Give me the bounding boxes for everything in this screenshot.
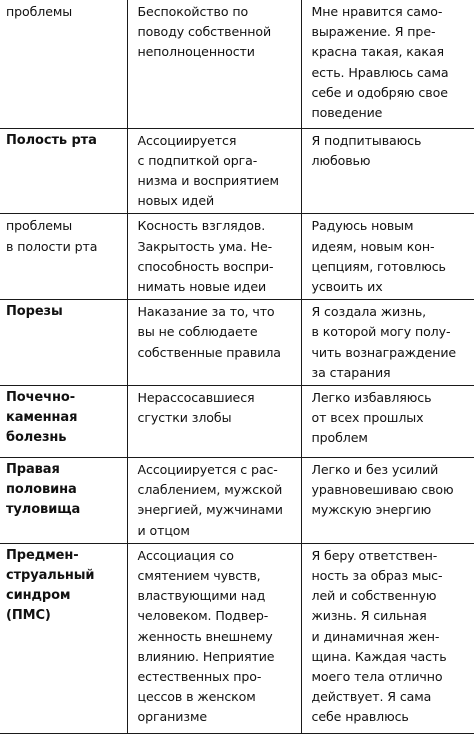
affirmation-line: выражение. Я пре-	[311, 24, 436, 40]
affirmation-line: усвоить их	[311, 278, 383, 294]
term-line: половина	[6, 482, 77, 498]
cause-line: Нерассосавшиеся	[137, 389, 255, 405]
affirmation-line: мужскую энергию	[311, 502, 432, 518]
term-cell	[0, 214, 127, 300]
cause-line: властвующими над	[137, 588, 266, 604]
table-row	[0, 385, 474, 457]
affirmation-cell	[301, 300, 474, 386]
affirmation-line: в которой могу полу-	[311, 324, 451, 340]
affirmation-line: ность за образ мыс-	[311, 567, 443, 583]
table-row	[0, 214, 474, 300]
term-line: в полости рта	[6, 238, 98, 254]
cause-line: поводу собственной	[137, 24, 272, 40]
affirmation-line: красна такая, какая	[311, 44, 444, 60]
term-line: Порезы	[6, 304, 63, 320]
affirmation-cell	[301, 214, 474, 300]
term-line: проблемы	[6, 4, 73, 19]
term-cell	[0, 385, 127, 457]
cause-line: женность внешнему	[137, 628, 273, 644]
cause-line: новых идей	[137, 193, 215, 209]
affirmation-line: Мне нравится само-	[311, 4, 443, 19]
cause-line: нимать новые идеи	[137, 278, 267, 294]
affirmation-line: поведение	[311, 105, 383, 121]
affirmation-line: Я создала жизнь,	[311, 304, 427, 320]
affirmation-line: лей и собственную	[311, 588, 437, 604]
term-cell	[0, 128, 127, 214]
affirmation-line: Радуюсь новым	[311, 218, 414, 234]
affirmation-line: Я беру ответствен-	[311, 547, 438, 563]
cause-line: Ассоциируется	[137, 132, 237, 148]
affirmation-cell	[301, 543, 474, 733]
cause-line: Ассоциируется с рас-	[137, 461, 278, 477]
cause-line: сгустки злобы	[137, 410, 232, 426]
cause-cell	[127, 214, 301, 300]
affirmation-cell	[301, 457, 474, 543]
affirmation-line: моего тела отлично	[311, 668, 443, 684]
term-line: Почечно-	[6, 389, 75, 405]
term-line: Полость рта	[6, 132, 97, 148]
term-line: туловища	[6, 502, 81, 518]
cause-cell	[127, 300, 301, 386]
cause-line: Наказание за то, что	[137, 304, 275, 320]
term-cell	[0, 0, 127, 128]
term-line: Правая	[6, 461, 60, 477]
term-line: струальный	[6, 567, 95, 583]
cause-line: Закрытость ума. Не-	[137, 238, 273, 254]
cause-line: влиянию. Неприятие	[137, 648, 275, 664]
affirmation-line: любовью	[311, 152, 371, 168]
cause-line: смятением чувств,	[137, 567, 261, 583]
affirmation-line: щина. Каждая часть	[311, 648, 447, 664]
affirmation-cell	[301, 385, 474, 457]
affirmation-line: Я подпитываюсь	[311, 132, 422, 148]
table-row	[0, 0, 474, 128]
cause-line: вы не соблюдаете	[137, 324, 258, 340]
table-row	[0, 543, 474, 733]
cause-cell	[127, 457, 301, 543]
cause-line: энергией, мужчинами	[137, 502, 283, 518]
affirmation-line: себе и одобряю свое	[311, 84, 448, 100]
cause-line: способность воспри-	[137, 258, 274, 274]
table-row	[0, 300, 474, 386]
cause-cell	[127, 543, 301, 733]
affirmation-line: Легко избавляюсь	[311, 389, 432, 405]
affirmation-line: от всех прошлых	[311, 410, 424, 426]
cause-cell	[127, 385, 301, 457]
term-cell	[0, 457, 127, 543]
cause-line: естественных про-	[137, 668, 262, 684]
term-cell	[0, 543, 127, 733]
affirmation-line: себе нравлюсь	[311, 709, 409, 725]
affirmation-line: действует. Я сама	[311, 689, 432, 705]
cause-line: Ассоциация со	[137, 547, 234, 563]
cause-line: Беспокойство по	[137, 4, 249, 19]
table-row	[0, 128, 474, 214]
cause-line: организме	[137, 709, 207, 725]
cause-line: человеком. Подвер-	[137, 608, 269, 624]
affirmation-line: есть. Нравлюсь сама	[311, 64, 449, 80]
cause-line: и отцом	[137, 522, 190, 538]
table-row	[0, 457, 474, 543]
cause-line: неполноценности	[137, 44, 255, 60]
term-line: Предмен-	[6, 547, 79, 563]
affirmation-line: цепциям, готовлюсь	[311, 258, 446, 274]
cause-line: цессов в женском	[137, 689, 256, 705]
term-line: каменная	[6, 410, 78, 426]
cause-cell	[127, 0, 301, 128]
cause-line: слаблением, мужской	[137, 482, 283, 498]
cause-line: низма и восприятием	[137, 172, 279, 188]
affirmation-line: уравновешиваю свою	[311, 482, 454, 498]
affirmation-cell	[301, 0, 474, 128]
affirmation-line: чить вознаграждение	[311, 344, 457, 360]
term-line: проблемы	[6, 218, 73, 234]
affirmation-line: за старания	[311, 364, 391, 380]
affirmation-line: проблем	[311, 430, 368, 446]
cause-line: собственные правила	[137, 344, 281, 360]
term-line: болезнь	[6, 430, 67, 446]
affirmation-line: Легко и без усилий	[311, 461, 439, 477]
cause-cell	[127, 128, 301, 214]
affirmation-line: жизнь. Я сильная	[311, 608, 427, 624]
affirmation-line: и динамичная жен-	[311, 628, 440, 644]
term-line: синдром	[6, 588, 71, 604]
term-cell	[0, 300, 127, 386]
affirmation-cell	[301, 128, 474, 214]
cause-line: Косность взглядов.	[137, 218, 266, 234]
affirmation-line: идеям, новым кон-	[311, 238, 435, 254]
cause-line: с подпиткой орга-	[137, 152, 258, 168]
term-line: (ПМС)	[6, 608, 51, 624]
